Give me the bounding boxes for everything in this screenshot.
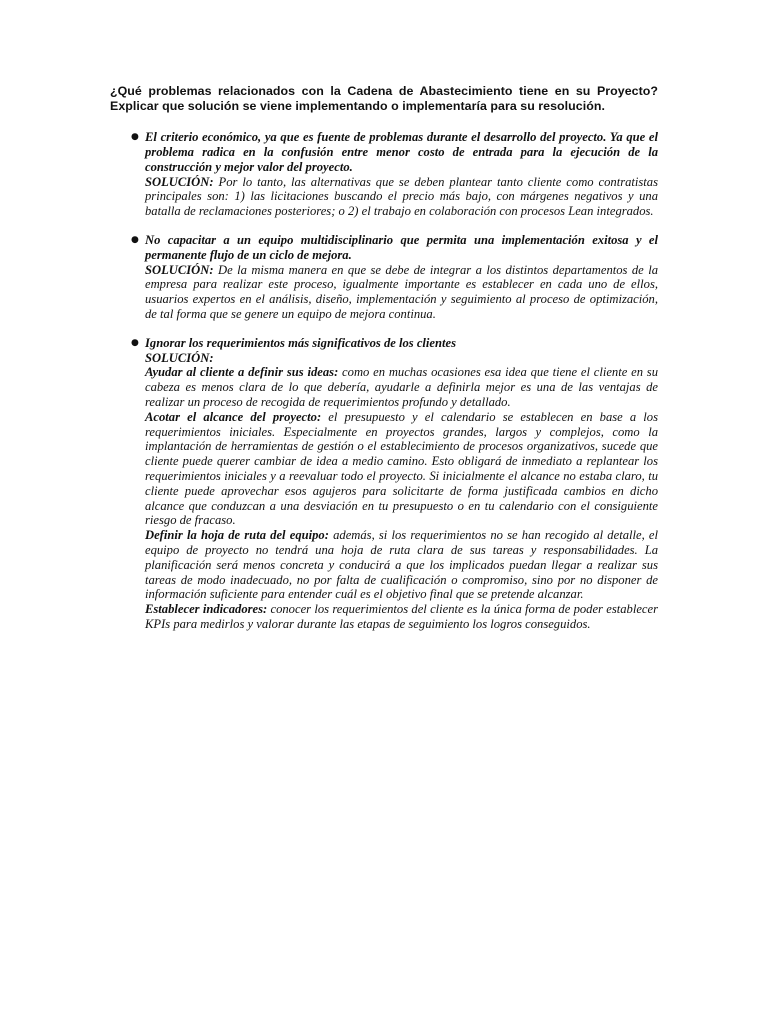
question-heading bbox=[110, 84, 658, 113]
bullet-icon: ● bbox=[131, 234, 139, 245]
subpoint-label: Establecer indicadores: bbox=[145, 602, 268, 617]
subpoint-label: Definir la hoja de ruta del equipo: bbox=[145, 528, 329, 543]
subpoint-text: el presupuesto y el calendario se establecen en base a los requerimientos iniciales. Especialmente en proyectos grandes, largos y complejos, como la implantación de herramientas de gestión o el establecimiento de procesos organizativos, sucede que cliente puede querer cambiar de idea a medio camino. Esto obligará de inmediato a replantear los requerimientos iniciales y a reevaluar todo el proyecto. Si inicialmente el alcance no estaba claro, tu cliente puede aprovechar esos agujeros para solicitarte de forma justificada cambios en dicho alcance que conduzcan a una desviación en tu presupuesto o en tu calendario con el consiguiente riesgo de fracaso. bbox=[145, 409, 659, 528]
list-item bbox=[110, 336, 658, 632]
bullet-icon: ● bbox=[131, 132, 139, 143]
question-line-1: ¿Qué problemas relacionados con la Cadena de Abastecimiento tiene en su Proyecto? bbox=[110, 84, 658, 98]
solution-paragraph bbox=[145, 175, 658, 219]
subpoint bbox=[145, 528, 658, 602]
solution-text: Por lo tanto, las alternativas que se deben plantear tanto cliente como contratistas principales son: 1) las licitaciones buscando el precio más bajo, con márgenes negativos y una batalla de reclamaciones posteriores; o 2) el trabajo en colaboración con procesos Lean integrados. bbox=[145, 174, 658, 219]
solution-label: SOLUCIÓN: bbox=[145, 262, 214, 277]
problem-list bbox=[110, 130, 658, 632]
subpoint bbox=[145, 410, 658, 528]
item-heading: No capacitar a un equipo multidisciplinario que permita una implementación exitosa y el permanente flujo de un ciclo de mejora. bbox=[145, 232, 658, 262]
subpoint-text: como en muchas ocasiones esa idea que tiene el cliente en su cabeza es menos clara de lo que debería, ayudarle a definirla mejor es una de las ventajas de realizar un proceso de recogida de requerimientos profundo y detallado. bbox=[145, 365, 658, 409]
document-page bbox=[110, 84, 658, 646]
solution-paragraph bbox=[145, 263, 658, 321]
question-line-2: Explicar que solución se viene implementando o implementaría para su resolución. bbox=[110, 98, 605, 113]
list-item bbox=[110, 130, 658, 219]
solution-label: SOLUCIÓN: bbox=[145, 174, 214, 189]
subpoint bbox=[145, 602, 658, 632]
subpoint-text: conocer los requerimientos del cliente es la única forma de poder establecer KPIs para medirlos y valorar durante las etapas de seguimiento los logros conseguidos. bbox=[145, 602, 658, 631]
solution-label: SOLUCIÓN: bbox=[145, 350, 214, 365]
item-heading: Ignorar los requerimientos más significativos de los clientes bbox=[145, 335, 457, 350]
subpoint-label: Acotar el alcance del proyecto: bbox=[145, 409, 322, 424]
subpoint bbox=[145, 365, 658, 409]
solution-text: De la misma manera en que se debe de integrar a los distintos departamentos de la empresa para realizar este proceso, igualmente importante es establecer en cada uno de ellos, usuarios expertos en el análisis, diseño, implementación y seguimiento al proceso de optimización, de tal forma que se genere un equipo de mejora continua. bbox=[145, 262, 658, 321]
list-item bbox=[110, 233, 658, 322]
subpoint-label: Ayudar al cliente a definir sus ideas: bbox=[145, 365, 339, 380]
bullet-icon: ● bbox=[131, 337, 139, 348]
subpoint-text: además, si los requerimientos no se han recogido al detalle, el equipo de proyecto no tendrá una hoja de ruta clara de sus tareas y responsabilidades. La planificación será menos concreta y conducirá a que los implicados puedan llegar a realizar sus tareas de modo inadecuado, no por falta de cualificación o compromiso, sino por no disponer de información suficiente para entender cuál es el objetivo final que se pretende alcanzar. bbox=[145, 528, 659, 602]
item-heading: El criterio económico, ya que es fuente de problemas durante el desarrollo del proyecto. Ya que el problema radica en la confusión entre menor costo de entrada para la ejecución de la construcción y mejor valor del proyecto. bbox=[145, 130, 658, 174]
